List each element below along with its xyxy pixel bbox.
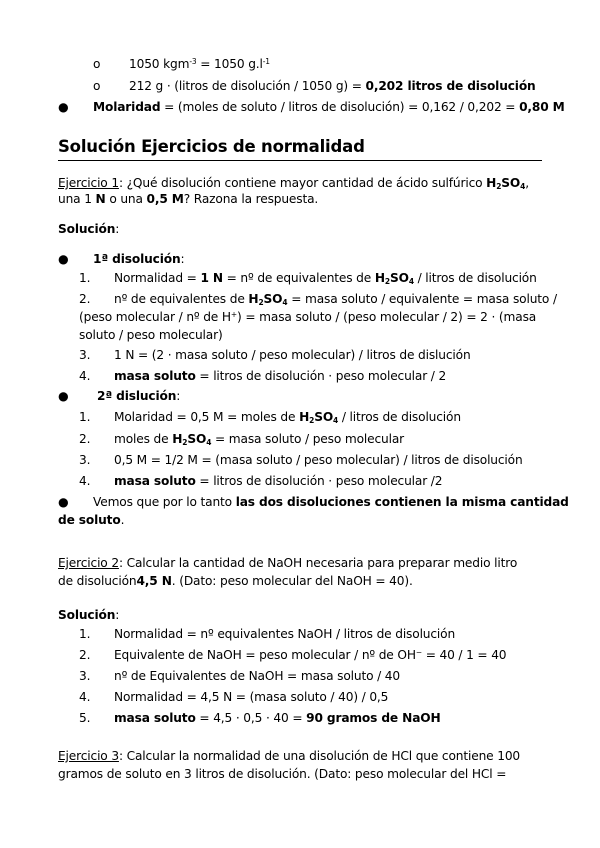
ej3-question-line2: gramos de soluto en 3 litros de disolución. (Dato: peso molecular del HCl = bbox=[58, 767, 507, 781]
list-number: 1. bbox=[79, 410, 91, 424]
list-item: masa soluto = 4,5 · 0,5 · 40 = 90 gramos de NaOH bbox=[114, 711, 441, 725]
list-number: 4. bbox=[79, 690, 91, 704]
molaridad-line: Molaridad = (moles de soluto / litros de disolución) = 0,162 / 0,202 = 0,80 M bbox=[93, 100, 565, 114]
bullet-icon: ● bbox=[58, 389, 69, 403]
list-item: nº de equivalentes de $H_2SO_4$ = masa soluto / equivalente = masa soluto / bbox=[114, 292, 557, 307]
list-number: 1. bbox=[79, 271, 91, 285]
ej2-question-line1: Ejercicio 2: Calcular la cantidad de NaOH necesaria para preparar medio litro bbox=[58, 556, 518, 570]
bullet-icon: ● bbox=[58, 252, 69, 266]
list-number: 3. bbox=[79, 348, 91, 362]
list-number: 2. bbox=[79, 648, 91, 662]
section-divider bbox=[58, 160, 542, 161]
ej2-solution-label: Solución: bbox=[58, 608, 120, 622]
list-item-cont: soluto / peso molecular) bbox=[79, 328, 223, 342]
volume-line: 212 g · (litros de disolución / 1050 g) = 0,202 litros de disolución bbox=[129, 79, 536, 93]
list-number: 5. bbox=[79, 711, 91, 725]
list-item: Normalidad = 4,5 N = (masa soluto / 40) / 0,5 bbox=[114, 690, 389, 704]
list-item: Molaridad = 0,5 M = moles de $H_2SO_4$ / litros de disolución bbox=[114, 410, 461, 425]
list-number: 3. bbox=[79, 669, 91, 683]
list-number: 3. bbox=[79, 453, 91, 467]
bullet-icon: ● bbox=[58, 100, 69, 114]
list-item-cont: (peso molecular / nº de H+) = masa soluto / (peso molecular / 2) = 2 · (masa bbox=[79, 310, 537, 324]
ej1-conclusion-line2: de soluto. bbox=[58, 513, 125, 527]
list-item: 1 N = (2 · masa soluto / peso molecular) / litros de dislución bbox=[114, 348, 471, 362]
list-number: 4. bbox=[79, 474, 91, 488]
list-item: Normalidad = 1 N = nº de equivalentes de $H_2SO_4$ / litros de disolución bbox=[114, 271, 537, 286]
ej2-question-line2: de disolución4,5 N. (Dato: peso molecular del NaOH = 40). bbox=[58, 574, 413, 588]
list-item: nº de Equivalentes de NaOH = masa soluto / 40 bbox=[114, 669, 400, 683]
ej1-d1-heading: 1ª disolución: bbox=[93, 252, 185, 266]
list-number: 1. bbox=[79, 627, 91, 641]
bullet-icon: ● bbox=[58, 495, 69, 509]
list-item: Equivalente de NaOH = peso molecular / nº de OH− = 40 / 1 = 40 bbox=[114, 648, 507, 662]
ej1-d2-heading: 2ª dislución: bbox=[97, 389, 181, 403]
list-item: masa soluto = litros de disolución · peso molecular / 2 bbox=[114, 369, 447, 383]
section-title: Solución Ejercicios de normalidad bbox=[58, 137, 365, 156]
list-number: 2. bbox=[79, 432, 91, 446]
sub-bullet-marker: o bbox=[93, 57, 101, 71]
list-item: 0,5 M = 1/2 M = (masa soluto / peso molecular) / litros de disolución bbox=[114, 453, 523, 467]
ej3-question-line1: Ejercicio 3: Calcular la normalidad de una disolución de HCl que contiene 100 bbox=[58, 749, 521, 763]
list-item: Normalidad = nº equivalentes NaOH / litros de disolución bbox=[114, 627, 456, 641]
list-item: masa soluto = litros de disolución · peso molecular /2 bbox=[114, 474, 443, 488]
ej1-question-line1: Ejercicio 1: ¿Qué disolución contiene mayor cantidad de ácido sulfúrico $H_2SO_4$, bbox=[58, 176, 529, 191]
sub-bullet-marker: o bbox=[93, 79, 101, 93]
ej1-solution-label: Solución: bbox=[58, 222, 120, 236]
list-item: moles de $H_2SO_4$ = masa soluto / peso molecular bbox=[114, 432, 405, 447]
list-number: 4. bbox=[79, 369, 91, 383]
ej1-question-line2: una 1 N o una 0,5 M? Razona la respuesta. bbox=[58, 192, 319, 206]
list-number: 2. bbox=[79, 292, 91, 306]
density-line: 1050 kgm$^{-3}$ = 1050 $g.l^{-1}$ bbox=[129, 57, 270, 71]
ej1-conclusion-line1: Vemos que por lo tanto las dos disoluciones contienen la misma cantidad bbox=[93, 495, 569, 509]
